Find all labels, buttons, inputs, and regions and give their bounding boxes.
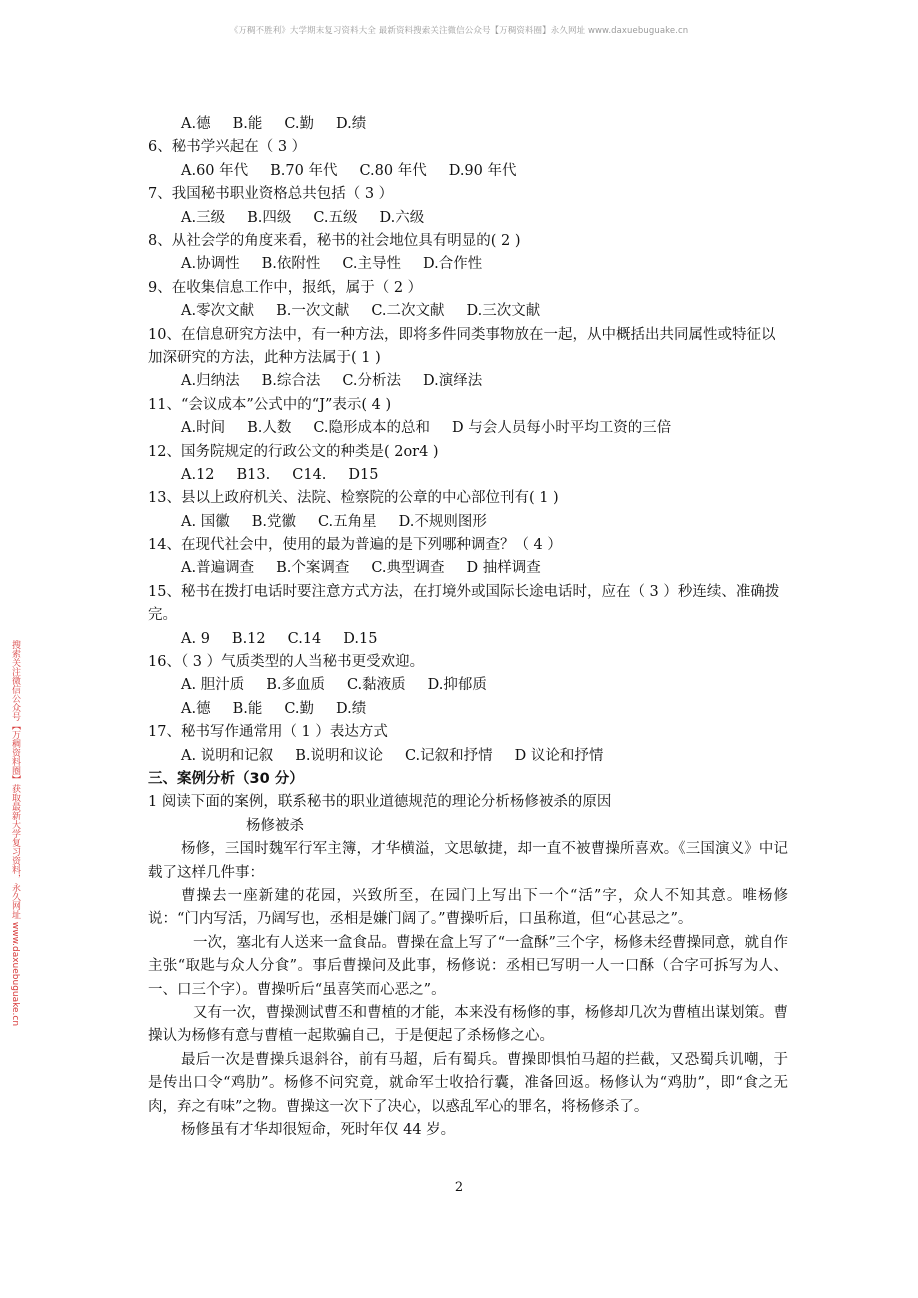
case-prompt: 1 阅读下面的案例，联系秘书的职业道德规范的理论分析杨修被杀的原因 [148,794,612,811]
option-text: C.14 [287,630,322,647]
option-text: D.抑郁质 [427,677,487,694]
question-17: 17、秘书写作通常用（ 1 ）表达方式 [148,724,388,741]
case-title: 杨修被杀 [246,817,304,834]
question-8: 8、从社会学的角度来看，秘书的社会地位具有明显的( 2 ) [148,232,521,249]
option-text: D15 [348,466,379,483]
option-text: C.典型调查 [371,560,445,577]
option-text: A.协调性 [181,256,240,273]
option-text: B.四级 [247,209,292,226]
question-10: 10、在信息研究方法中，有一种方法，即将多件同类事物放在一起，从中概括出共同属性或特征以加深研究的方法，此种方法属于( 1 ) [148,326,776,366]
option-text: D 与会人员每小时平均工资的三倍 [452,420,672,437]
option-text: B.能 [232,116,263,132]
option-text: A.60 年代 [181,162,249,179]
case-paragraph: 最后一次是曹操兵退斜谷，前有马超，后有蜀兵。曹操即惧怕马超的拦截，又恐蜀兵讥嘲，于是传出口令“鸡肋”。杨修不问究竟，就命军士收拾行囊，准备回返。杨修认为“鸡肋”，即“食之无肉，弃之有味”之物。曹操这一次下了决心，以惑乱军心的罪名，将杨修杀了。 [148,1051,788,1115]
q6-options [148,160,788,183]
option-text: D.六级 [379,209,425,226]
case-paragraph: 杨修，三国时魏军行军主簿，才华横溢，文思敏捷，却一直不被曹操所喜欢。《三国演义》中记载了这样几件事： [148,841,788,881]
q14-options [148,557,788,580]
option-text: A. 9 [181,630,210,647]
side-watermark-text: 搜索关注微信公众号【万稠资料圈】获取最新大学复习资料，永久网址 www.daxuebuguake.cn [10,640,20,1027]
question-9: 9、在收集信息工作中，报纸，属于（ 2 ） [148,279,423,296]
page-header: 《万稠不胜利》大学期末复习资料大全 最新资料搜索关注微信公众号【万稠资料圈】永久网址 www.daxuebuguake.cn [229,26,689,36]
q12-options [148,464,788,487]
option-text: B.人数 [247,420,292,437]
option-text: A. 说明和记叙 [181,747,274,764]
option-text: D.演绎法 [423,373,483,390]
case-paragraph: 一次，塞北有人送来一盒食品。曹操在盒上写了“一盒酥”三个字，杨修未经曹操同意，就自作主张“取匙与众人分食”。事后曹操问及此事，杨修说：丞相已写明一人一口酥（合字可拆写为人、一、口三个字）。曹操听后“虽喜笑而心恶之”。 [148,934,788,998]
option-text: B.70 年代 [270,162,338,179]
option-text: C.二次文献 [371,303,445,320]
option-text: A.12 [181,466,215,483]
option-text: B.说明和议论 [295,747,383,764]
option-text: A.普遍调查 [181,560,255,577]
option-text: A.三级 [181,209,226,226]
case-paragraph: 曹操去一座新建的花园，兴致所至，在园门上写出下一个“活”字，众人不知其意。唯杨修说：“门内写活，乃阔写也，丞相是嫌门阔了。”曹操听后，口虽称道，但“心甚忌之”。 [148,887,788,928]
option-text: D 抽样调查 [466,560,541,577]
option-text: C.勤 [284,700,315,717]
q9-options [148,300,788,323]
option-text: D.绩 [336,116,367,132]
q5-options [148,113,788,136]
option-text: D.90 年代 [448,162,517,179]
option-text: A.德 [181,116,211,132]
option-text: C.主导性 [342,256,402,273]
question-16: 16、（ 3 ）气质类型的人当秘书更受欢迎。 [148,654,425,671]
page-content [148,113,788,1142]
option-text: A.归纳法 [181,373,240,390]
option-text: C14. [292,466,327,483]
option-text: C.勤 [284,116,315,132]
q11-options [148,417,788,440]
option-text: C.隐形成本的总和 [313,420,431,437]
case-paragraph: 又有一次，曹操测试曹丕和曹植的才能，本来没有杨修的事，杨修却几次为曹植出谋划策。曹操认为杨修有意与曹植一起欺骗自己，于是便起了杀杨修之心。 [148,1005,788,1045]
question-6: 6、秘书学兴起在（ 3 ） [148,139,307,156]
option-text: B.个案调查 [276,560,350,577]
option-text: C.五级 [313,209,358,226]
q10-options [148,370,788,393]
question-13: 13、县以上政府机关、法院、检察院的公章的中心部位刊有( 1 ) [148,490,559,507]
option-text: B.党徽 [251,513,296,530]
q16-options-extra [148,698,788,721]
option-text: A. 国徽 [181,513,230,530]
q17-options [148,745,788,768]
section-heading: 三、案例分析（30 分） [148,771,304,787]
q13-options [148,511,788,534]
question-11: 11、“会议成本”公式中的“J”表示( 4 ) [148,396,392,413]
option-text: B.12 [231,630,266,647]
option-text: C.分析法 [342,373,402,390]
option-text: C.记叙和抒情 [404,747,493,764]
option-text: D.15 [343,630,378,647]
option-text: B.能 [232,700,263,717]
page-number: 2 [454,1180,464,1195]
q15-options [148,628,788,651]
option-text: C.五角星 [317,513,377,530]
question-15: 15、秘书在拨打电话时要注意方式方法，在打境外或国际长途电话时，应在（ 3 ）秒连续、准确拨完。 [148,583,780,624]
option-text: A.德 [181,700,211,717]
option-text: A.时间 [181,420,226,437]
option-text: B.依附性 [261,256,321,273]
option-text: B.一次文献 [276,303,350,320]
question-14: 14、在现代社会中，使用的最为普遍的是下列哪种调查？（ 4 ） [148,537,562,554]
q8-options [148,253,788,276]
option-text: D.合作性 [423,256,483,273]
q7-options [148,207,788,230]
question-7: 7、我国秘书职业资格总共包括（ 3 ） [148,186,394,203]
option-text: B13. [236,466,271,483]
option-text: D.三次文献 [466,303,541,320]
case-paragraph: 杨修虽有才华却很短命，死时年仅 44 岁。 [181,1122,456,1139]
question-12: 12、国务院规定的行政公文的种类是( 2or4 ) [148,443,439,460]
q16-options [148,674,788,697]
option-text: A.零次文献 [181,303,255,320]
option-text: D.不规则图形 [398,513,487,530]
option-text: B.多血质 [266,677,325,694]
option-text: B.综合法 [261,373,321,390]
option-text: C.黏液质 [346,677,406,694]
option-text: C.80 年代 [359,162,427,179]
option-text: D 议论和抒情 [514,747,604,764]
option-text: D.绩 [336,700,367,717]
option-text: A. 胆汁质 [181,677,245,694]
